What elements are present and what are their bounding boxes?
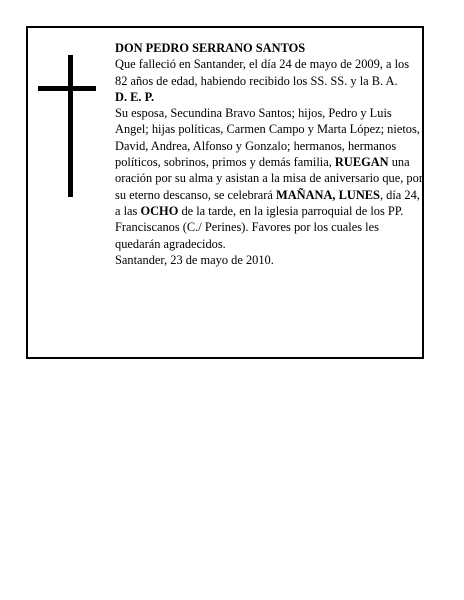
rip-line: D. E. P.	[115, 89, 155, 104]
death-details: Que falleció en Santander, el día 24 de mayo de 2009, a los 82 años de edad, habiendo recibido los SS. SS. y la B. A.	[115, 57, 410, 88]
cross-horizontal-bar	[38, 86, 96, 91]
mass-place-text: de la tarde, en la iglesia parroquial de los PP. Franciscanos (C./ Perines). Favores por los cuales les quedarán agradecidos.	[115, 203, 404, 251]
ruegan-word: RUEGAN	[334, 155, 389, 170]
signoff-line: Santander, 23 de mayo de 2010.	[115, 252, 274, 267]
obituary-notice	[26, 26, 424, 359]
cross-vertical-bar	[68, 55, 73, 197]
deceased-name: DON PEDRO SERRANO SANTOS	[115, 41, 306, 55]
mass-date-text: , día 24, a las	[115, 187, 420, 218]
notice-text	[115, 40, 423, 268]
mass-hour: OCHO	[140, 203, 179, 218]
family-list: Su esposa, Secundina Bravo Santos; hijos, Pedro y Luis Angel; hijas políticas, Carmen Campo y Marta López; nietos, David, Andrea, Alfonso y Gonzalo; hermanos, hermanos políticos, sobrinos, primos y demás familia,	[115, 106, 420, 170]
prayer-text: una oración por su alma y asistan a la misa de aniversario que, por su eterno descanso, se celebrará	[115, 155, 423, 202]
family-paragraph	[115, 105, 423, 252]
mass-day: MAÑANA, LUNES	[276, 187, 380, 202]
